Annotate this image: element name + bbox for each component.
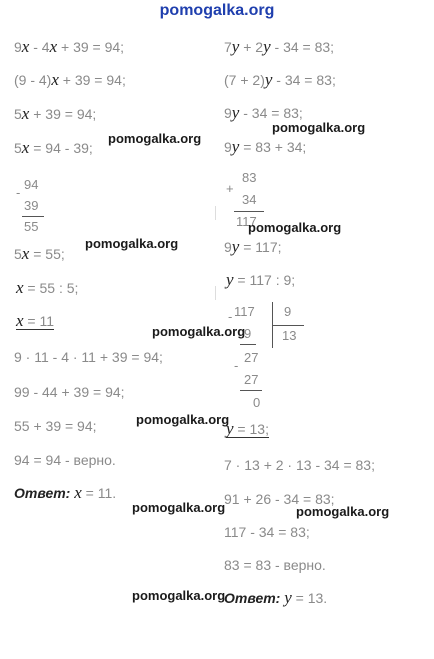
watermark: pomogalka.org — [85, 236, 179, 251]
watermark: pomogalka.org — [108, 131, 202, 146]
left-line-1: 9x - 4x + 39 = 94; — [14, 37, 125, 56]
right-line-4: 9y = 83 + 34; — [224, 137, 307, 156]
watermark: pomogalka.org — [132, 500, 226, 515]
watermark: pomogalka.org — [152, 324, 246, 339]
left-line-5: 5x = 55; — [14, 244, 65, 263]
watermark: pomogalka.org — [296, 504, 390, 519]
watermark: pomogalka.org — [248, 220, 342, 235]
left-line-7: x = 11 — [16, 311, 55, 330]
left-check-4: 94 = 94 - верно. — [14, 452, 116, 468]
right-line-5: 9y = 117; — [224, 237, 282, 256]
watermark: pomogalka.org — [272, 120, 366, 135]
watermark: pomogalka.org — [132, 588, 226, 603]
right-check-4: 83 = 83 - верно. — [224, 557, 326, 573]
right-line-1: 7y + 2y - 34 = 83; — [224, 37, 335, 56]
left-line-4: 5x = 94 - 39; — [14, 138, 93, 157]
left-answer: Ответ: x = 11. — [14, 483, 117, 502]
right-line-2: (7 + 2)y - 34 = 83; — [224, 70, 336, 89]
right-check-3: 117 - 34 = 83; — [224, 524, 310, 540]
column-divider-mark — [215, 286, 216, 300]
left-check-3: 55 + 39 = 94; — [14, 418, 97, 434]
right-line-7: y = 13; — [226, 419, 269, 438]
right-line-3: 9y - 34 = 83; — [224, 103, 303, 122]
right-check-2: 91 + 26 - 34 = 83; — [224, 491, 335, 507]
left-check-2: 99 - 44 + 39 = 94; — [14, 384, 125, 400]
left-line-6: x = 55 : 5; — [16, 278, 79, 297]
left-check-1: 9 · 11 - 4 · 11 + 39 = 94; — [14, 349, 163, 365]
right-line-6: y = 117 : 9; — [226, 270, 296, 289]
right-answer: Ответ: y = 13. — [224, 588, 328, 607]
watermark: pomogalka.org — [136, 412, 230, 427]
site-header[interactable]: pomogalka.org — [159, 2, 275, 19]
column-divider-mark — [215, 206, 216, 220]
left-line-2: (9 - 4)x + 39 = 94; — [14, 70, 126, 89]
left-line-3: 5x + 39 = 94; — [14, 104, 97, 123]
right-check-1: 7 · 13 + 2 · 13 - 34 = 83; — [224, 457, 375, 473]
